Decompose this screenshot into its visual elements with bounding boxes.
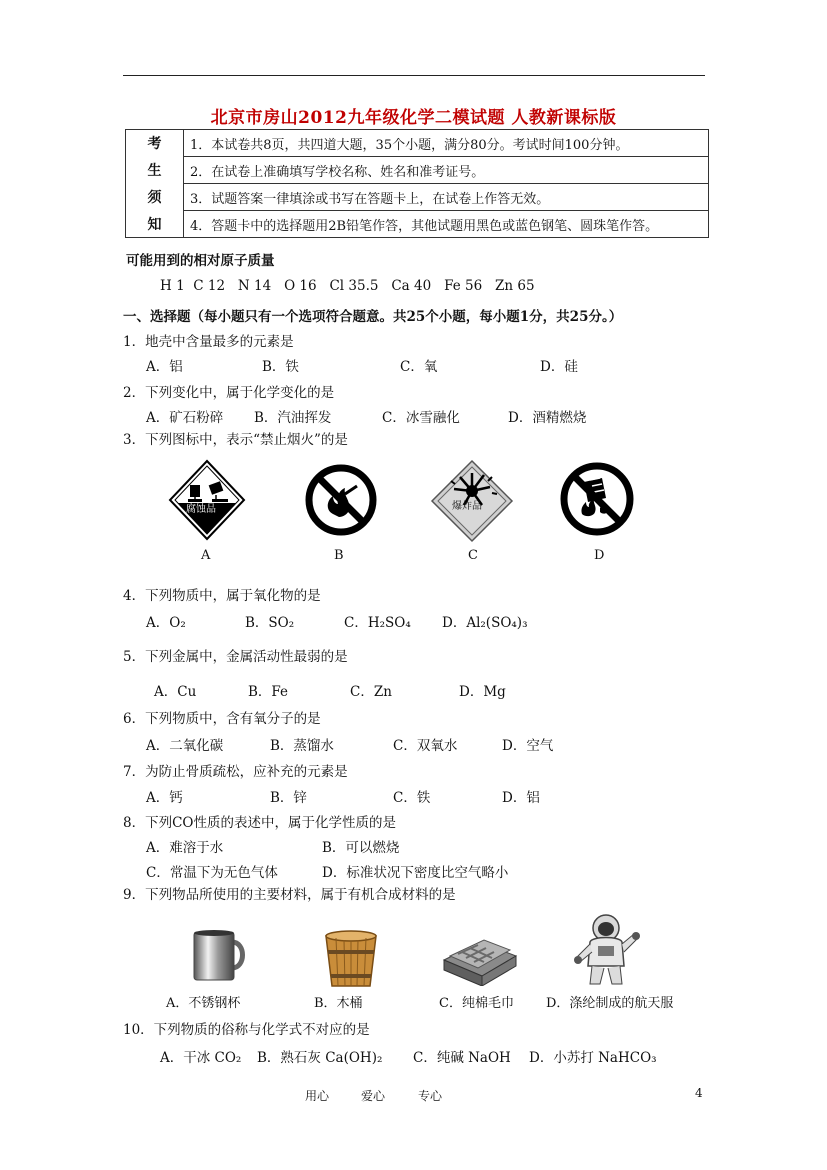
footer-word: 用心 (305, 1089, 330, 1103)
question-stem: 8．下列CO性质的表述中，属于化学性质的是 (123, 815, 396, 831)
option: D．Al₂(SO₄)₃ (442, 615, 528, 631)
atomic-mass-values: H 1 C 12 N 14 O 16 Cl 35.5 Ca 40 Fe 56 Zn 65 (160, 278, 535, 294)
question-stem: 10．下列物质的俗称与化学式不对应的是 (123, 1022, 370, 1038)
option: D．硅 (540, 359, 578, 375)
notice-item: 2．在试卷上准确填写学校名称、姓名和准考证号。 (184, 157, 709, 184)
notice-table (125, 129, 709, 238)
notice-item: 1．本试卷共8页，共四道大题，35个小题，满分80分。考试时间100分钟。 (184, 130, 709, 157)
corrosive-sign-label: 腐蚀品 (186, 504, 216, 515)
option: D．涤纶制成的航天服 (546, 996, 674, 1011)
option: C．双氧水 (393, 738, 458, 754)
option: A．干冰 CO₂ (160, 1050, 242, 1066)
steel-cup-icon (188, 926, 250, 986)
question-stem: 2．下列变化中，属于化学变化的是 (123, 385, 335, 401)
notice-item: 3．试题答案一律填涂或书写在答题卡上，在试卷上作答无效。 (184, 184, 709, 211)
question-stem: 9．下列物品所使用的主要材料，属于有机合成材料的是 (123, 887, 456, 903)
option: C．纯棉毛巾 (439, 996, 514, 1011)
notice-label: 知 (126, 211, 184, 238)
option: C．氧 (400, 359, 438, 375)
option: C．铁 (393, 790, 431, 806)
question-stem: 5．下列金属中，金属活动性最弱的是 (123, 649, 348, 665)
question-stem: 3．下列图标中，表示“禁止烟火”的是 (123, 432, 348, 448)
option: A．钙 (146, 790, 183, 806)
footer-word: 专心 (418, 1089, 443, 1103)
spacesuit-icon (570, 912, 640, 988)
option: B．熟石灰 Ca(OH)₂ (257, 1050, 383, 1066)
atomic-mass-heading: 可能用到的相对原子质量 (126, 253, 275, 269)
option: D．酒精燃烧 (508, 410, 587, 426)
wooden-bucket-icon (320, 928, 382, 990)
option: A．二氧化碳 (146, 738, 224, 754)
explosive-sign-label: 爆炸品 (452, 501, 482, 512)
sign-option: D (594, 548, 605, 563)
option: C．冰雪融化 (382, 410, 460, 426)
notice-label: 生 (126, 157, 184, 184)
option: A．难溶于水 (146, 840, 224, 856)
sign-option: C (468, 548, 478, 563)
option: D．小苏打 NaHCO₃ (529, 1050, 657, 1066)
header-rule (123, 75, 705, 76)
page-title: 北京市房山2012九年级化学二模试题 人教新课标版 (210, 108, 617, 128)
question-stem: 4．下列物质中，属于氧化物的是 (123, 588, 321, 604)
page-number: 4 (695, 1086, 703, 1100)
section-heading: 一、选择题（每小题只有一个选项符合题意。共25个小题，每小题1分，共25分。） (123, 309, 623, 325)
option: B．Fe (248, 684, 289, 700)
option: A．Cu (154, 684, 197, 700)
option: C．H₂SO₄ (344, 615, 411, 631)
option: B．可以燃烧 (322, 840, 400, 856)
option: C．Zn (350, 684, 392, 700)
option: B．蒸馏水 (270, 738, 334, 754)
option: A．铝 (146, 359, 183, 375)
option: A．矿石粉碎 (146, 410, 224, 426)
option: A．不锈钢杯 (166, 996, 241, 1011)
option: D．Mg (459, 684, 506, 700)
option: B．木桶 (314, 996, 363, 1011)
option: B．铁 (262, 359, 299, 375)
question-stem: 7．为防止骨质疏松，应补充的元素是 (123, 764, 348, 780)
cotton-towel-icon (440, 930, 520, 986)
question-stem: 1．地壳中含量最多的元素是 (123, 334, 294, 350)
option: D．铝 (502, 790, 540, 806)
option: C．纯碱 NaOH (413, 1050, 511, 1066)
sign-option: A (201, 548, 211, 563)
notice-label: 须 (126, 184, 184, 211)
question-stem: 6．下列物质中，含有氧分子的是 (123, 711, 321, 727)
option: B．汽油挥发 (254, 410, 332, 426)
option: D．空气 (502, 738, 554, 754)
notice-item: 4．答题卡中的选择题用2B铅笔作答，其他试题用黑色或蓝色钢笔、圆珠笔作答。 (184, 211, 709, 238)
no-fire-sign-icon (305, 464, 377, 536)
no-open-flame-sign-icon (560, 462, 634, 536)
sign-option: B (334, 548, 344, 563)
footer-word: 爱心 (361, 1089, 386, 1103)
option: B．SO₂ (245, 615, 295, 631)
option: D．标准状况下密度比空气略小 (322, 865, 509, 881)
notice-label: 考 (126, 130, 184, 157)
option: B．锌 (270, 790, 307, 806)
option: C．常温下为无色气体 (146, 865, 278, 881)
option: A．O₂ (146, 615, 186, 631)
